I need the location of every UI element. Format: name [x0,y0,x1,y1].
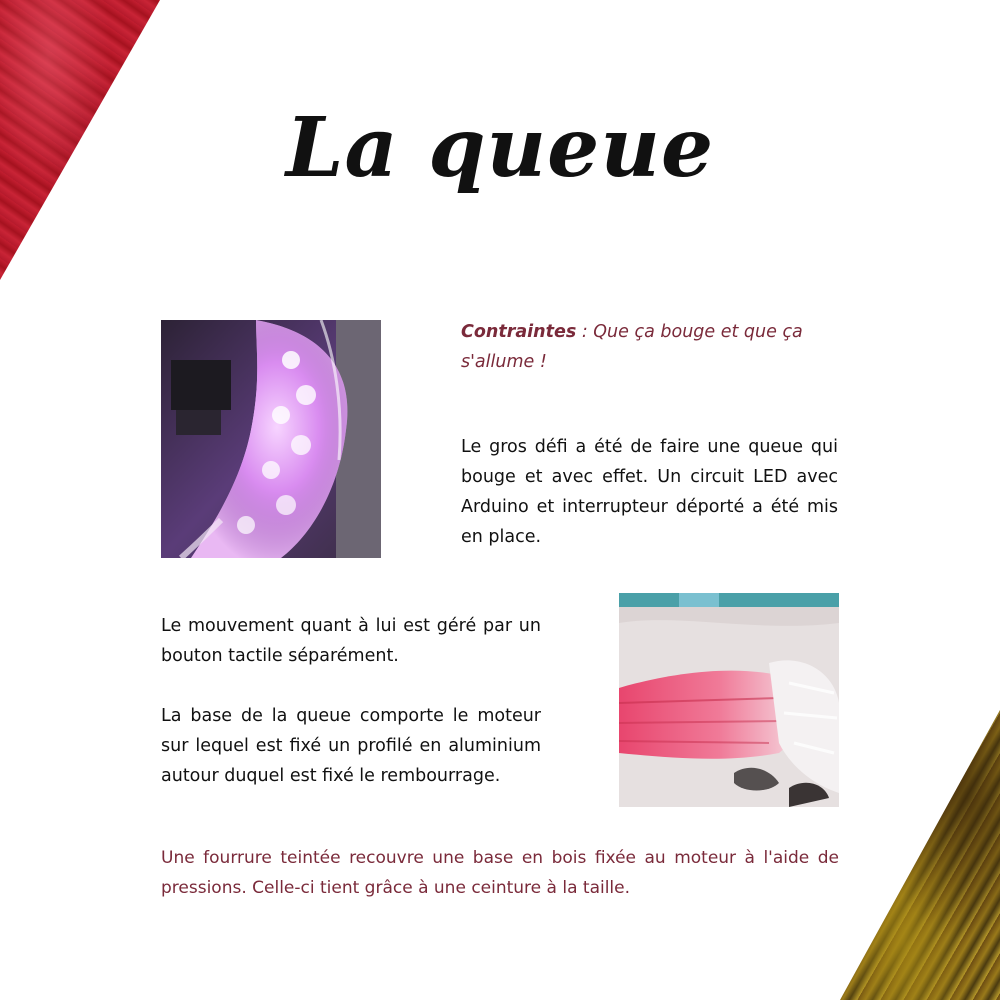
paragraph-led-circuit: Le gros défi a été de faire une queue qui bouge et avec effet. Un circuit LED avec Arduino et interrupteur déporté a été mis en place. [461,437,838,547]
paragraph-base: La base de la queue comporte le moteur sur lequel est fixé un profilé en aluminium autour duquel est fixé le rembourrage. [161,706,541,786]
fur-tail-photo [619,593,839,807]
constraints-label: Contraintes [461,322,577,342]
paragraph-fur: Une fourrure teintée recouvre une base en bois fixée au moteur à l'aide de pressions. Celle-ci tient grâce à une ceinture à la taille. [161,848,839,898]
corner-decoration-bottom-right [840,710,1000,1000]
constraints-text: : Que ça bouge et que ça s'allume ! [461,322,803,372]
constraints-line [461,317,841,377]
page-title: La queue [285,100,715,196]
paragraph-movement: Le mouvement quant à lui est géré par un bouton tactile séparément. [161,616,541,666]
led-tail-photo [161,320,381,558]
